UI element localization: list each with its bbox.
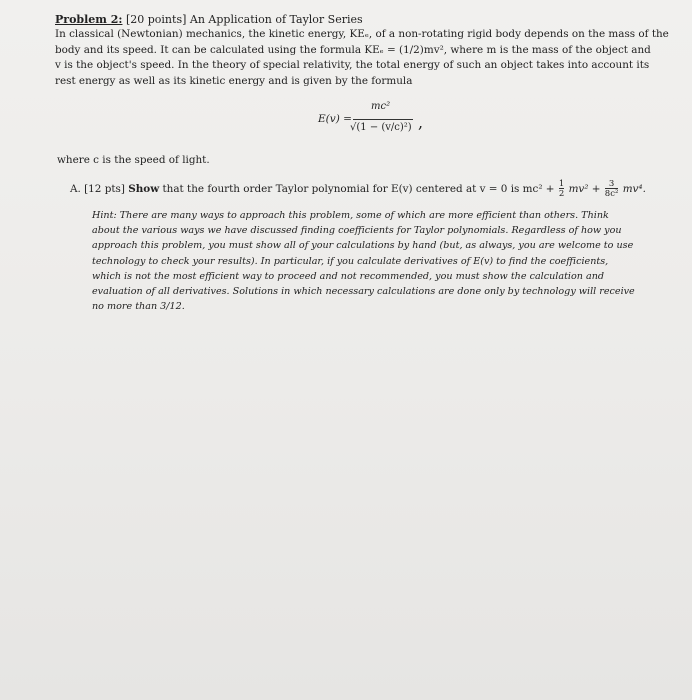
formula-numerator: mc² bbox=[371, 101, 391, 112]
hint-line: technology to check your results). In particular, if you calculate derivatives of E(v) to find the coefficients, bbox=[92, 255, 609, 267]
problem-body bbox=[55, 12, 675, 89]
term1-denominator: 2 bbox=[558, 189, 565, 199]
part-a-points: [12 pts] bbox=[84, 183, 125, 195]
part-a-statement bbox=[70, 180, 675, 198]
intro-paragraph bbox=[55, 27, 675, 89]
formula-lhs: E(v) = bbox=[318, 113, 352, 125]
fraction-one-half bbox=[559, 180, 564, 198]
where-text: where c is the speed of light. bbox=[57, 154, 210, 166]
problem-title: An Application of Taylor Series bbox=[189, 13, 363, 26]
hint-line: no more than 3/12. bbox=[92, 301, 185, 313]
part-a-show: Show bbox=[128, 183, 160, 195]
intro-line: body and its speed. It can be calculated using the formula KEₑ = (1/2)mv², where m is the mass of the object and bbox=[55, 43, 651, 56]
intro-line: In classical (Newtonian) mechanics, the kinetic energy, KEₑ, of a non-rotating rigid body depends on the mass of the bbox=[55, 28, 669, 41]
problem-label: Problem 2: bbox=[55, 13, 123, 26]
intro-line: v is the object's speed. In the theory of special relativity, the total energy of such an object takes into account its bbox=[55, 59, 650, 72]
hint-paragraph bbox=[92, 208, 657, 314]
term1-numerator: 1 bbox=[558, 179, 565, 189]
hint-line: about the various ways we have discussed finding coefficients for Taylor polynomials. Regardless of how you bbox=[92, 225, 622, 237]
hint-line: evaluation of all derivatives. Solutions in which necessary calculations are done only by technology will receive bbox=[92, 286, 635, 298]
intro-line: rest energy as well as its kinetic energy and is given by the formula bbox=[55, 74, 413, 87]
energy-formula bbox=[318, 101, 458, 151]
hint-line: approach this problem, you must show all of your calculations by hand (but, as always, you are welcome to use bbox=[92, 240, 634, 252]
term1-rest: mv² + bbox=[568, 183, 601, 195]
formula-denominator: √(1 − (v/c)²) bbox=[350, 122, 412, 133]
fraction-three-eighths bbox=[605, 180, 619, 198]
formula-comma: , bbox=[418, 113, 424, 132]
term2-numerator: 3 bbox=[608, 179, 615, 189]
problem-points: [20 points] bbox=[125, 13, 187, 26]
part-a bbox=[70, 180, 675, 198]
part-a-label: A. bbox=[70, 183, 81, 195]
part-a-text: that the fourth order Taylor polynomial for E(v) centered at v = 0 is mc² + bbox=[162, 183, 555, 195]
problem-header bbox=[55, 12, 675, 27]
term2-denominator: 8c² bbox=[604, 189, 619, 199]
fraction-bar bbox=[353, 119, 413, 120]
hint-line: which is not the most efficient way to proceed and not recommended, you must show the calculation and bbox=[92, 270, 605, 282]
hint-line: Hint: There are many ways to approach this problem, some of which are more efficient than others. Think bbox=[92, 210, 609, 221]
term2-rest: mv⁴. bbox=[622, 183, 646, 195]
